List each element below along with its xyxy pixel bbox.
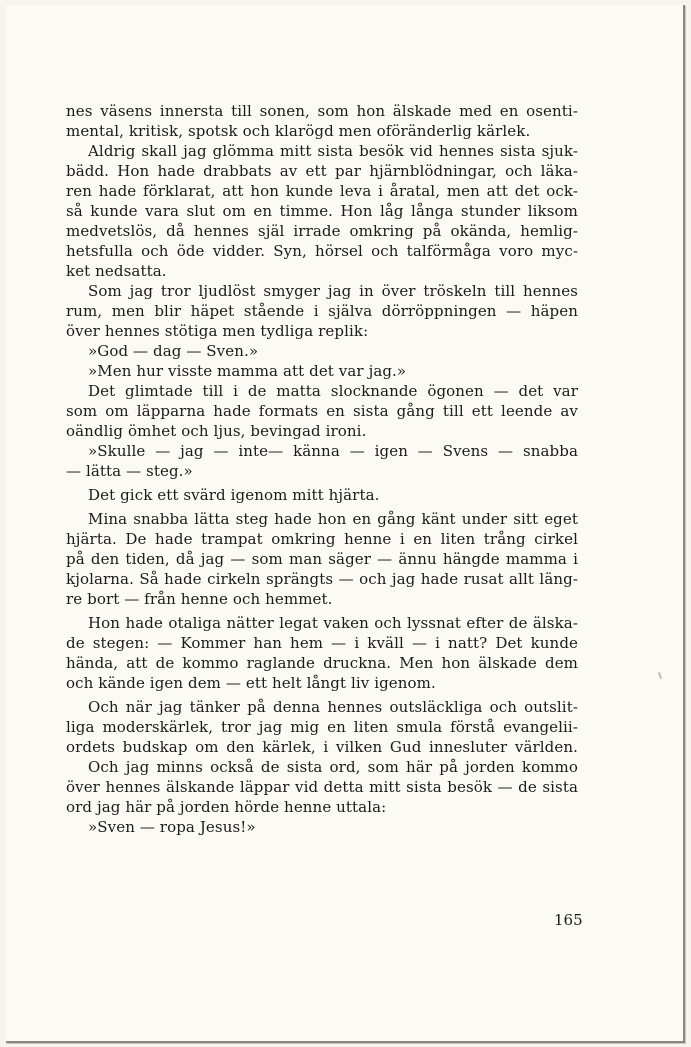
text-line: på den tiden, då jag — som man säger — ännu hängde mamma i — [66, 550, 578, 568]
text-line: kjolarna. Så hade cirkeln sprängts — och jag hade rusat allt läng- — [66, 570, 578, 588]
text-line: »God — dag — Sven.» — [88, 342, 259, 360]
text-line: rum, men blir häpet stående i själva dörröppningen — häpen — [66, 302, 578, 320]
text-line: »Skulle — jag — inte— känna — igen — Svens — snabba — [88, 442, 578, 460]
text-line: nes väsens innersta till sonen, som hon älskade med en osenti- — [66, 102, 578, 120]
text-line: »Sven — ropa Jesus!» — [88, 818, 256, 836]
text-line: Och jag minns också de sista ord, som här på jorden kommo — [88, 758, 578, 776]
text-line: över hennes älskande läppar vid detta mitt sista besök — de sista — [66, 778, 578, 796]
text-line: medvetslös, då hennes själ irrade omkring på okända, hemlig- — [66, 222, 578, 240]
text-line: så kunde vara slut om en timme. Hon låg långa stunder liksom — [66, 202, 578, 220]
book-page — [6, 5, 685, 1043]
paper-speck — [658, 672, 662, 679]
text-line: hetsfulla och öde vidder. Syn, hörsel och talförmåga voro myc- — [66, 242, 578, 260]
text-line: Hon hade otaliga nätter legat vaken och lyssnat efter de älska- — [88, 614, 578, 632]
text-line: de stegen: — Kommer han hem — i kväll — i natt? Det kunde — [66, 634, 578, 652]
text-line: »Men hur visste mamma att det var jag.» — [88, 362, 407, 380]
text-line: ket nedsatta. — [66, 262, 167, 280]
text-line: Mina snabba lätta steg hade hon en gång känt under sitt eget — [88, 510, 578, 528]
page-number: 165 — [554, 911, 583, 929]
text-line: re bort — från henne och hemmet. — [66, 590, 333, 608]
body-text — [66, 101, 578, 837]
text-line: oändlig ömhet och ljus, bevingad ironi. — [66, 422, 367, 440]
text-line: som om läpparna hade formats en sista gång till ett leende av — [66, 402, 578, 420]
text-line: ordets budskap om den kärlek, i vilken Gud innesluter världen. — [66, 738, 578, 756]
text-line: hjärta. De hade trampat omkring henne i en liten trång cirkel — [66, 530, 578, 548]
text-line: Som jag tror ljudlöst smyger jag in över tröskeln till hennes — [88, 282, 578, 300]
text-line: Det glimtade till i de matta slocknande ögonen — det var — [88, 382, 578, 400]
text-line: mental, kritisk, spotsk och klarögd men oföränderlig kärlek. — [66, 122, 531, 140]
text-line: ord jag här på jorden hörde henne uttala: — [66, 798, 387, 816]
text-line: Och när jag tänker på denna hennes outsläckliga och outslit- — [88, 698, 578, 716]
text-line: och kände igen dem — ett helt långt liv igenom. — [66, 674, 436, 692]
text-line: ren hade förklarat, att hon kunde leva i åratal, men att det ock- — [66, 182, 578, 200]
text-line: Det gick ett svärd igenom mitt hjärta. — [88, 486, 380, 504]
text-line: över hennes stötiga men tydliga replik: — [66, 322, 369, 340]
text-line: hända, att de kommo raglande druckna. Men hon älskade dem — [66, 654, 578, 672]
text-line: liga moderskärlek, tror jag mig en liten smula förstå evangelii- — [66, 718, 578, 736]
text-line: Aldrig skall jag glömma mitt sista besök vid hennes sista sjuk- — [88, 142, 578, 160]
text-line: — lätta — steg.» — [66, 462, 193, 480]
text-line: bädd. Hon hade drabbats av ett par hjärnblödningar, och läka- — [66, 162, 578, 180]
